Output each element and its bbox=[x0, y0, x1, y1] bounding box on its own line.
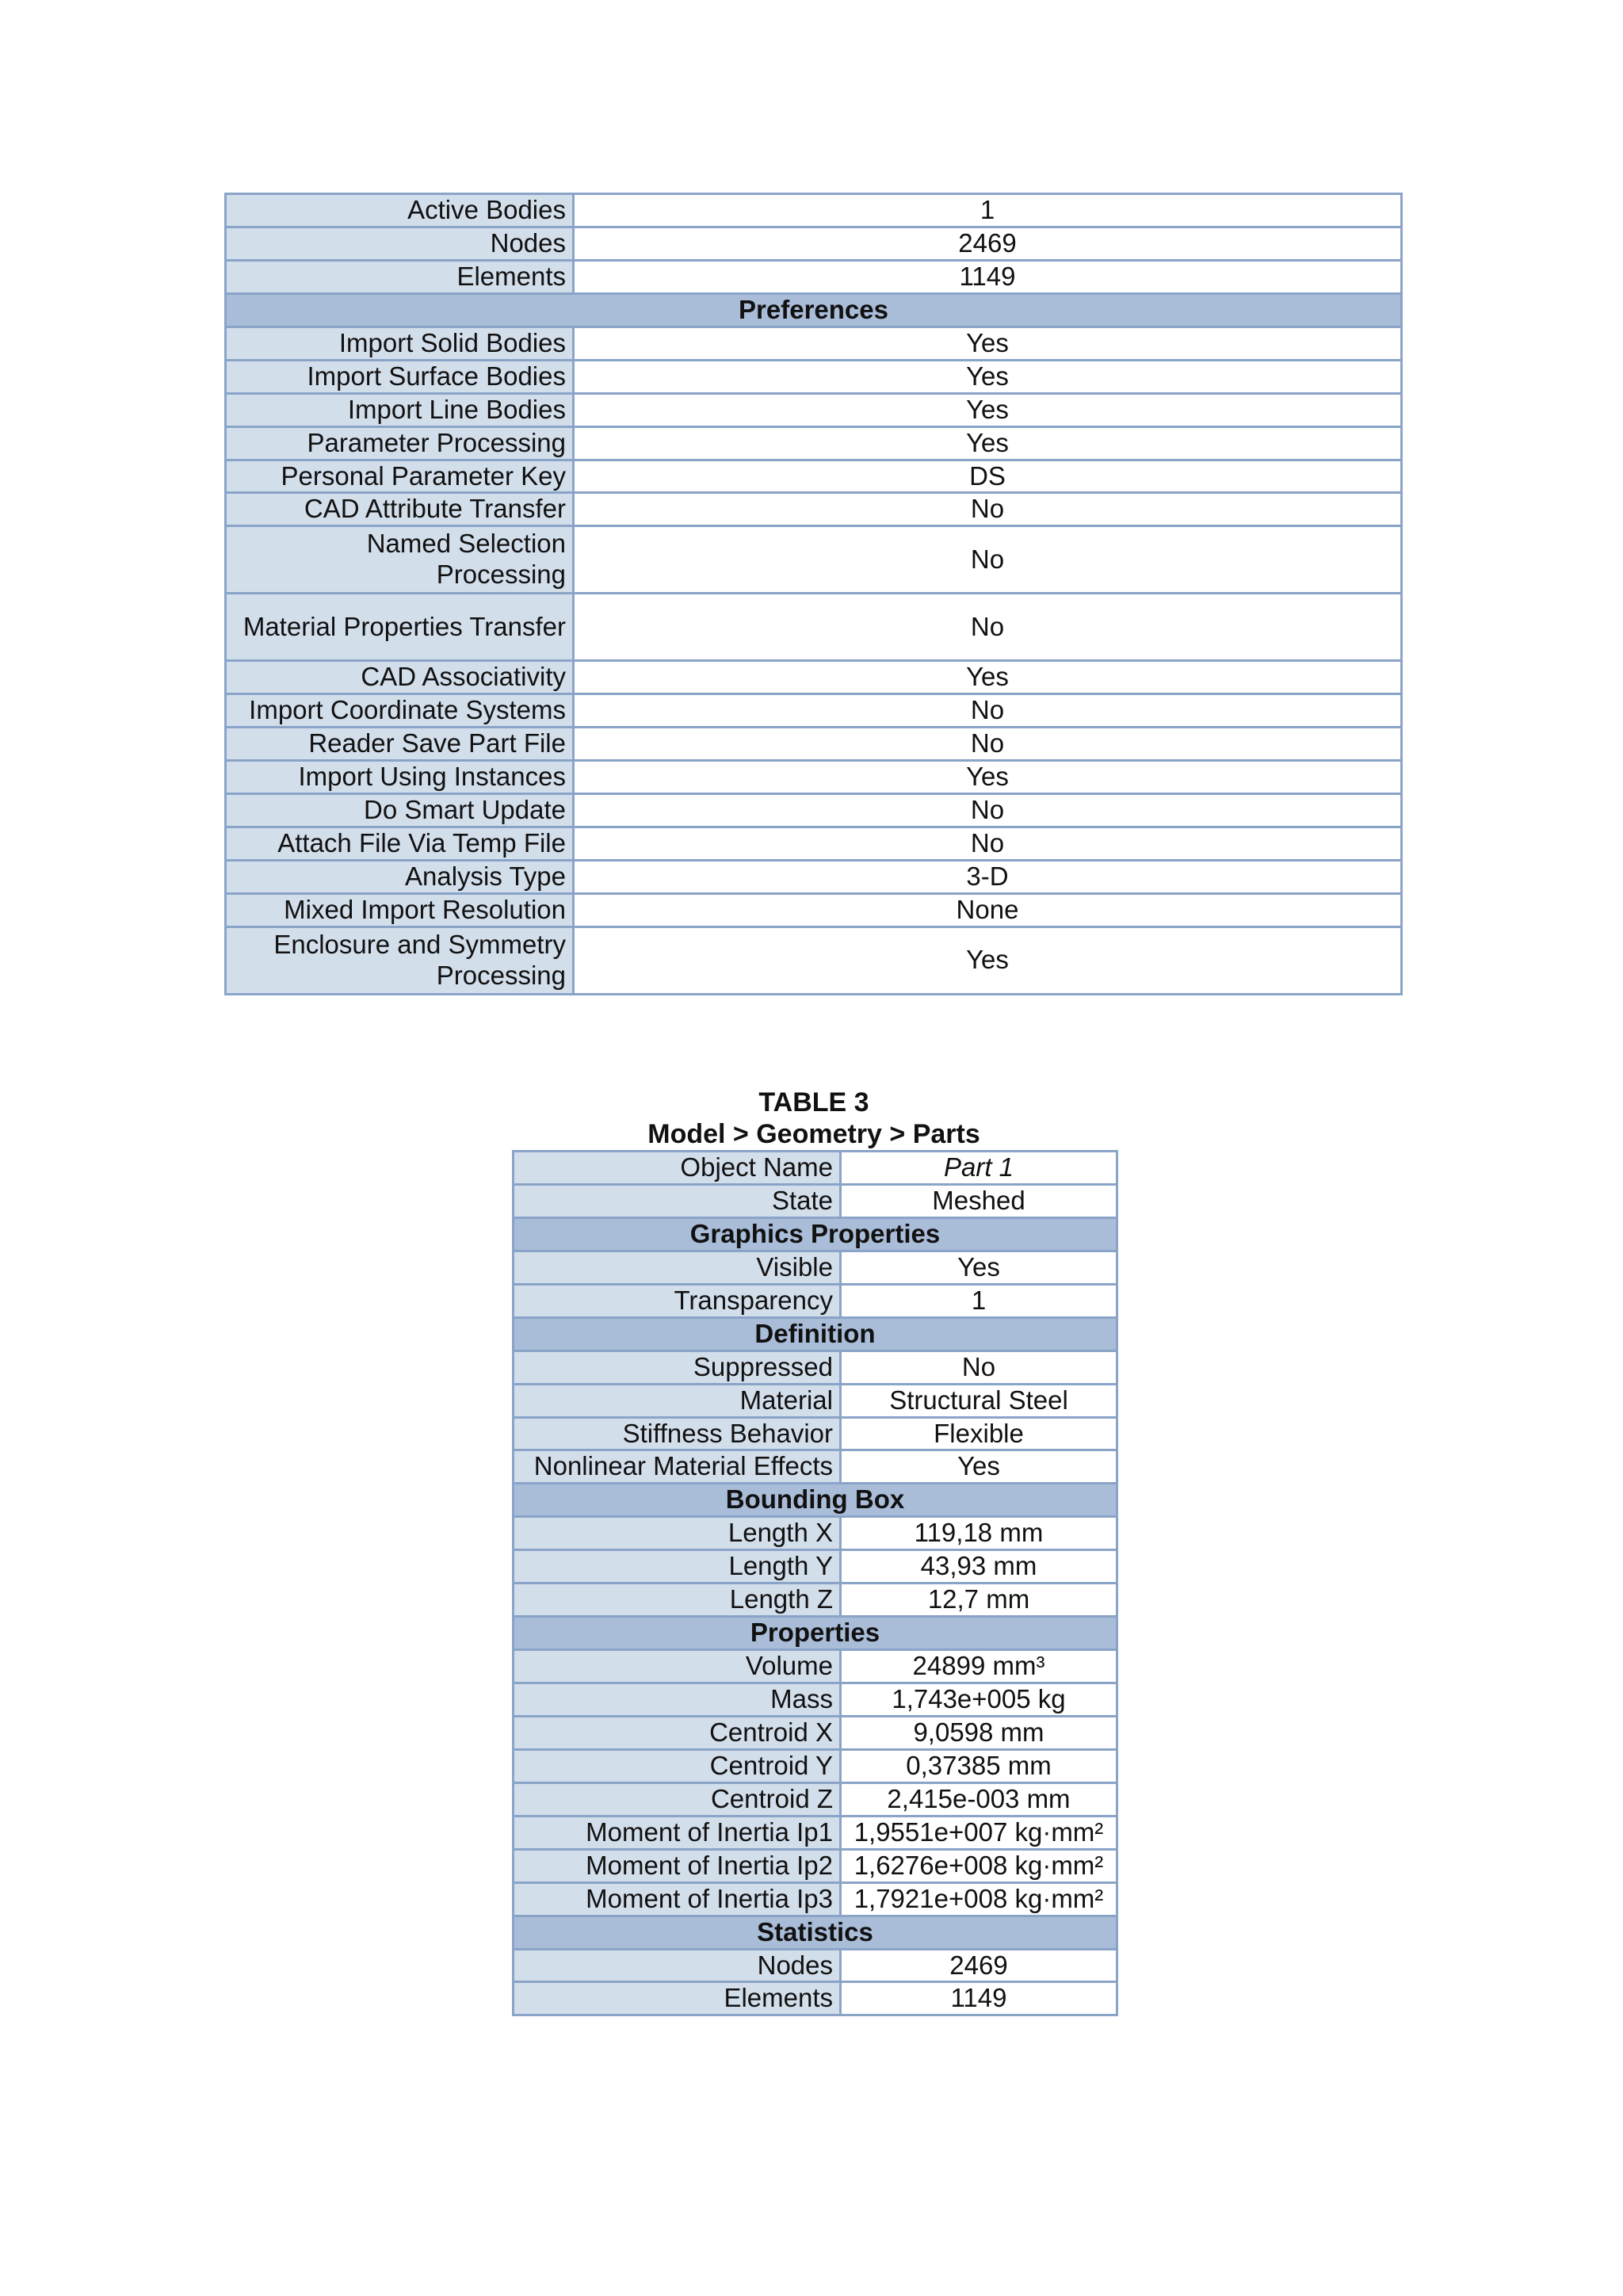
property-value: Yes bbox=[574, 327, 1402, 360]
property-value: No bbox=[574, 794, 1402, 827]
property-value: Yes bbox=[841, 1251, 1117, 1284]
table-row-cad-attribute-transfer bbox=[226, 493, 1402, 526]
section-title: Graphics Properties bbox=[514, 1217, 1117, 1251]
table-row-import-surface-bodies bbox=[226, 360, 1402, 393]
table-row-centroid-y bbox=[514, 1749, 1117, 1782]
property-label: Mass bbox=[514, 1683, 841, 1717]
property-value: Part 1 bbox=[841, 1152, 1117, 1185]
property-value: Yes bbox=[574, 393, 1402, 426]
property-value: None bbox=[574, 893, 1402, 926]
property-label: Analysis Type bbox=[226, 861, 574, 894]
table-row-centroid-x bbox=[514, 1716, 1117, 1749]
property-label: Import Coordinate Systems bbox=[226, 694, 574, 728]
table-caption-path: Model > Geometry > Parts bbox=[647, 1119, 980, 1149]
property-value: 43,93 mm bbox=[841, 1550, 1117, 1584]
property-value: Yes bbox=[574, 661, 1402, 694]
section-title: Statistics bbox=[514, 1916, 1117, 1949]
property-label: Material bbox=[514, 1384, 841, 1417]
table-row-mass bbox=[514, 1683, 1117, 1717]
property-value: 9,0598 mm bbox=[841, 1716, 1117, 1749]
property-label: Import Line Bodies bbox=[226, 393, 574, 426]
property-value: 0,37385 mm bbox=[841, 1749, 1117, 1782]
property-label: CAD Attribute Transfer bbox=[226, 493, 574, 526]
property-label: Stiffness Behavior bbox=[514, 1417, 841, 1450]
table-row-enclosure-and-symmetry-processing bbox=[226, 926, 1402, 994]
property-value: Yes bbox=[574, 761, 1402, 794]
table-row-import-using-instances bbox=[226, 761, 1402, 794]
property-label: Attach File Via Temp File bbox=[226, 827, 574, 861]
property-value: 24899 mm³ bbox=[841, 1650, 1117, 1683]
property-label: State bbox=[514, 1184, 841, 1217]
property-label: Visible bbox=[514, 1251, 841, 1284]
table-row-stiffness-behavior bbox=[514, 1417, 1117, 1450]
table-row-parameter-processing bbox=[226, 426, 1402, 460]
property-value: Structural Steel bbox=[841, 1384, 1117, 1417]
table-row-length-z bbox=[514, 1584, 1117, 1617]
property-value: 1 bbox=[574, 194, 1402, 227]
property-value: No bbox=[574, 493, 1402, 526]
property-value: 12,7 mm bbox=[841, 1584, 1117, 1617]
section-title: Preferences bbox=[226, 293, 1402, 327]
table-row-import-coordinate-systems bbox=[226, 694, 1402, 728]
property-label: Centroid X bbox=[514, 1716, 841, 1749]
property-label: Elements bbox=[226, 260, 574, 293]
property-value: Yes bbox=[574, 426, 1402, 460]
table-row-material bbox=[514, 1384, 1117, 1417]
property-value: 2,415e-003 mm bbox=[841, 1782, 1117, 1816]
table-row-state bbox=[514, 1184, 1117, 1217]
section-title: Bounding Box bbox=[514, 1484, 1117, 1517]
table-row-personal-parameter-key bbox=[226, 460, 1402, 493]
table-row-volume bbox=[514, 1650, 1117, 1683]
property-label: Moment of Inertia Ip2 bbox=[514, 1849, 841, 1882]
table-row-do-smart-update bbox=[226, 794, 1402, 827]
table-row-moment-of-inertia-ip2 bbox=[514, 1849, 1117, 1882]
table-row-import-line-bodies bbox=[226, 393, 1402, 426]
section-title: Properties bbox=[514, 1617, 1117, 1650]
table-row-named-selection-processing bbox=[226, 526, 1402, 594]
property-label: Length Y bbox=[514, 1550, 841, 1584]
property-label: Parameter Processing bbox=[226, 426, 574, 460]
property-label: Enclosure and Symmetry Processing bbox=[226, 926, 574, 994]
section-header-properties bbox=[514, 1617, 1117, 1650]
property-value: Yes bbox=[574, 926, 1402, 994]
table-row-mixed-import-resolution bbox=[226, 893, 1402, 926]
table-caption-number: TABLE 3 bbox=[758, 1087, 869, 1117]
property-value: 2469 bbox=[574, 227, 1402, 260]
table-row-suppressed bbox=[514, 1350, 1117, 1384]
property-value: 1,7921e+008 kg·mm² bbox=[841, 1882, 1117, 1916]
table-row-material-properties-transfer bbox=[226, 594, 1402, 661]
property-label: Elements bbox=[514, 1982, 841, 2015]
table-row-object-name bbox=[514, 1152, 1117, 1185]
property-value: 3-D bbox=[574, 861, 1402, 894]
table-row-reader-save-part-file bbox=[226, 728, 1402, 761]
property-value: 1,9551e+007 kg·mm² bbox=[841, 1816, 1117, 1849]
property-label: Centroid Y bbox=[514, 1749, 841, 1782]
table-row-nonlinear-material-effects bbox=[514, 1450, 1117, 1484]
property-value: 1,743e+005 kg bbox=[841, 1683, 1117, 1717]
property-value: Flexible bbox=[841, 1417, 1117, 1450]
table-row-nodes bbox=[226, 227, 1402, 260]
property-value: Yes bbox=[574, 360, 1402, 393]
geometry-properties-table-body bbox=[226, 194, 1402, 995]
property-label: Nodes bbox=[226, 227, 574, 260]
property-label: Active Bodies bbox=[226, 194, 574, 227]
property-value: 1149 bbox=[841, 1982, 1117, 2015]
property-label: Object Name bbox=[514, 1152, 841, 1185]
property-label: Transparency bbox=[514, 1284, 841, 1317]
table-row-length-x bbox=[514, 1517, 1117, 1550]
property-value: 119,18 mm bbox=[841, 1517, 1117, 1550]
property-value: No bbox=[574, 728, 1402, 761]
table-row-moment-of-inertia-ip3 bbox=[514, 1882, 1117, 1916]
property-label: Import Solid Bodies bbox=[226, 327, 574, 360]
property-label: Personal Parameter Key bbox=[226, 460, 574, 493]
property-label: Named Selection Processing bbox=[226, 526, 574, 594]
property-value: 1149 bbox=[574, 260, 1402, 293]
property-value: No bbox=[574, 827, 1402, 861]
property-value: 2469 bbox=[841, 1949, 1117, 1982]
property-label: Mixed Import Resolution bbox=[226, 893, 574, 926]
property-value: No bbox=[841, 1350, 1117, 1384]
property-label: CAD Associativity bbox=[226, 661, 574, 694]
property-value: No bbox=[574, 594, 1402, 661]
property-label: Length X bbox=[514, 1517, 841, 1550]
property-label: Nonlinear Material Effects bbox=[514, 1450, 841, 1484]
property-label: Suppressed bbox=[514, 1350, 841, 1384]
table-row-import-solid-bodies bbox=[226, 327, 1402, 360]
property-label: Do Smart Update bbox=[226, 794, 574, 827]
table-row-transparency bbox=[514, 1284, 1117, 1317]
property-value: Yes bbox=[841, 1450, 1117, 1484]
property-label: Material Properties Transfer bbox=[226, 594, 574, 661]
property-value: Meshed bbox=[841, 1184, 1117, 1217]
property-value: No bbox=[574, 526, 1402, 594]
property-label: Import Surface Bodies bbox=[226, 360, 574, 393]
property-value: No bbox=[574, 694, 1402, 728]
property-value: 1,6276e+008 kg·mm² bbox=[841, 1849, 1117, 1882]
section-header-bounding-box bbox=[514, 1484, 1117, 1517]
property-label: Volume bbox=[514, 1650, 841, 1683]
property-label: Moment of Inertia Ip1 bbox=[514, 1816, 841, 1849]
property-label: Reader Save Part File bbox=[226, 728, 574, 761]
table-row-elements bbox=[226, 260, 1402, 293]
property-value: 1 bbox=[841, 1284, 1117, 1317]
table-row-length-y bbox=[514, 1550, 1117, 1584]
table-row-active-bodies bbox=[226, 194, 1402, 227]
table-row-moment-of-inertia-ip1 bbox=[514, 1816, 1117, 1849]
property-value: DS bbox=[574, 460, 1402, 493]
geometry-properties-table bbox=[224, 193, 1403, 995]
section-header-graphics-properties bbox=[514, 1217, 1117, 1251]
table-row-centroid-z bbox=[514, 1782, 1117, 1816]
section-header-preferences bbox=[226, 293, 1402, 327]
table-row-visible bbox=[514, 1251, 1117, 1284]
section-header-statistics bbox=[514, 1916, 1117, 1949]
table-row-cad-associativity bbox=[226, 661, 1402, 694]
parts-table bbox=[512, 1150, 1118, 2016]
section-header-definition bbox=[514, 1317, 1117, 1350]
property-label: Import Using Instances bbox=[226, 761, 574, 794]
section-title: Definition bbox=[514, 1317, 1117, 1350]
parts-table-body bbox=[514, 1152, 1117, 2015]
property-label: Nodes bbox=[514, 1949, 841, 1982]
property-label: Moment of Inertia Ip3 bbox=[514, 1882, 841, 1916]
table-row-elements bbox=[514, 1982, 1117, 2015]
table-row-nodes bbox=[514, 1949, 1117, 1982]
table-row-attach-file-via-temp-file bbox=[226, 827, 1402, 861]
table-row-analysis-type bbox=[226, 861, 1402, 894]
property-label: Centroid Z bbox=[514, 1782, 841, 1816]
property-label: Length Z bbox=[514, 1584, 841, 1617]
